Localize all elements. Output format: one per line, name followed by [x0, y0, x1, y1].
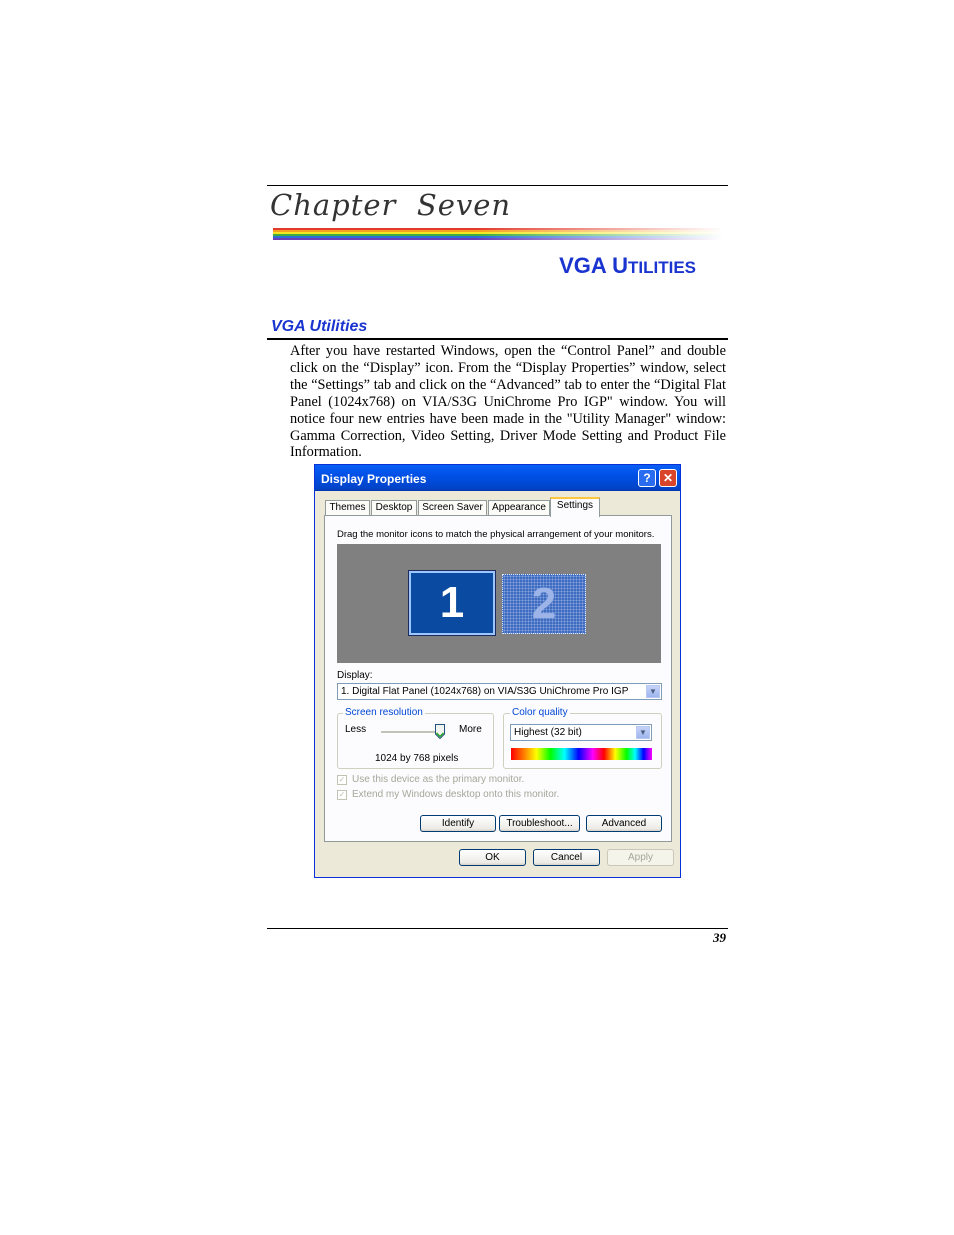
- ok-button[interactable]: OK: [459, 849, 526, 866]
- resolution-slider-thumb[interactable]: [435, 724, 445, 739]
- display-select[interactable]: [337, 683, 662, 700]
- color-quality-group: [503, 713, 662, 769]
- page-number: 39: [713, 930, 726, 945]
- identify-button[interactable]: Identify: [420, 815, 496, 832]
- color-quality-legend: Color quality: [512, 707, 568, 718]
- section-title-initial-1: VGA: [559, 253, 606, 278]
- tab-themes[interactable]: Themes: [325, 500, 370, 516]
- color-quality-select[interactable]: [510, 724, 652, 741]
- close-icon[interactable]: ✕: [659, 469, 677, 487]
- monitor-1-number: 1: [439, 578, 465, 627]
- color-quality-value: Highest (32 bit): [514, 727, 582, 738]
- tab-settings[interactable]: Settings: [550, 497, 600, 517]
- title-bar[interactable]: [315, 465, 680, 491]
- tab-appearance[interactable]: Appearance: [488, 500, 550, 516]
- help-icon[interactable]: ?: [638, 469, 656, 487]
- monitor-2-number: 2: [531, 579, 557, 628]
- primary-monitor-label: Use this device as the primary monitor.: [352, 774, 525, 785]
- rainbow-bar: [273, 228, 723, 241]
- monitor-1-icon[interactable]: [409, 571, 495, 635]
- sub-rule: [267, 338, 728, 340]
- monitor-hint: Drag the monitor icons to match the physical arrangement of your monitors.: [337, 529, 655, 540]
- extend-desktop-checkbox[interactable]: ✓: [338, 790, 346, 799]
- body-paragraph: After you have restarted Windows, open the “Control Panel” and double click on the “Display” icon. From the “Display Properties” window, select the “Settings” tab and click on the “Advanced” tab to enter the “Digital Flat Panel (1024x768) on VIA/S3G UniChrome Pro IGP" window. You will notice four new entries have been made in the "Utility Manager" window: Gamma Correction, Video Setting, Driver Mode Setting and Product File Information.: [290, 343, 726, 461]
- troubleshoot-button[interactable]: Troubleshoot...: [499, 815, 580, 832]
- sub-heading: VGA Utilities: [271, 318, 368, 335]
- section-title-initial-2: U: [612, 253, 628, 278]
- section-title: [559, 253, 696, 279]
- chevron-down-icon[interactable]: ▼: [646, 685, 660, 698]
- cancel-button[interactable]: Cancel: [533, 849, 600, 866]
- display-properties-dialog: [314, 464, 681, 878]
- section-title-rest: TILITIES: [628, 258, 696, 277]
- bottom-rule: [267, 928, 728, 929]
- monitor-arrangement-area: [337, 544, 661, 663]
- tab-screen-saver[interactable]: Screen Saver: [418, 500, 487, 516]
- tab-desktop[interactable]: Desktop: [371, 500, 417, 516]
- display-select-value: 1. Digital Flat Panel (1024x768) on VIA/S3G UniChrome Pro IGP: [341, 686, 629, 697]
- advanced-button[interactable]: Advanced: [586, 815, 662, 832]
- slider-less-label: Less: [345, 724, 367, 735]
- top-rule: [267, 185, 728, 186]
- extend-desktop-label: Extend my Windows desktop onto this monitor.: [352, 789, 560, 800]
- display-label: Display:: [337, 670, 373, 681]
- chapter-title: Chapter Seven: [270, 188, 512, 222]
- screen-resolution-legend: Screen resolution: [345, 707, 423, 718]
- chevron-down-icon[interactable]: ▼: [636, 726, 650, 739]
- apply-button[interactable]: Apply: [607, 849, 674, 866]
- primary-monitor-checkbox[interactable]: ✓: [338, 775, 346, 784]
- slider-more-label: More: [459, 724, 482, 735]
- color-spectrum-bar: [511, 748, 652, 760]
- monitor-2-icon[interactable]: [502, 574, 586, 634]
- resolution-value: 1024 by 768 pixels: [375, 753, 459, 764]
- settings-panel: [324, 515, 672, 842]
- dialog-title: Display Properties: [321, 472, 427, 486]
